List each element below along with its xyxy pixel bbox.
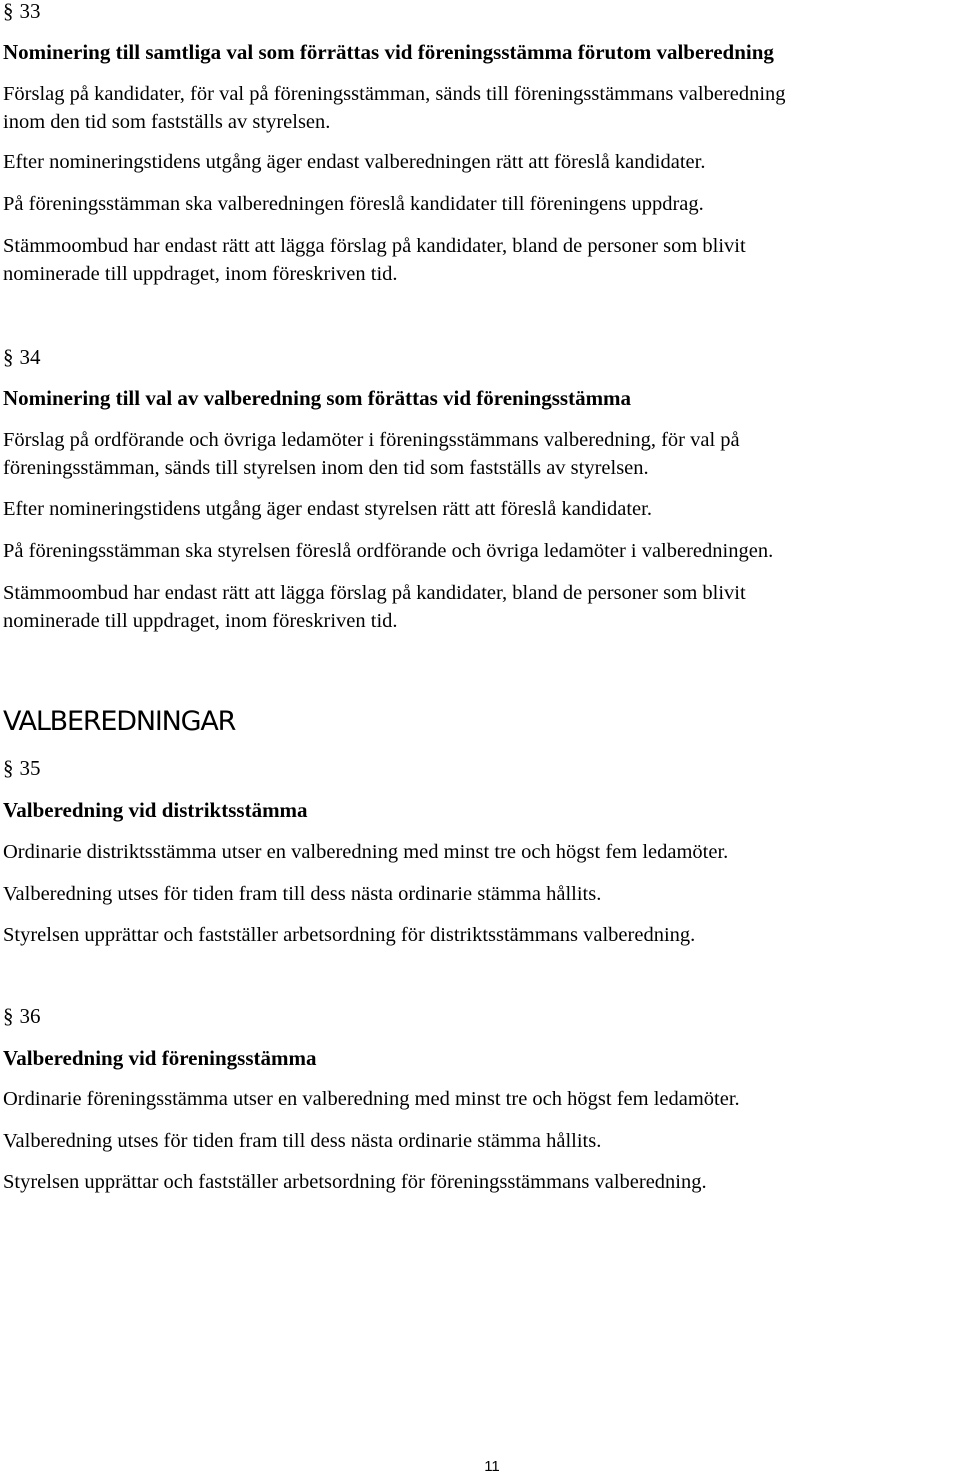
page-number: 11 bbox=[484, 1458, 500, 1475]
section-heading: Nominering till samtliga val som förrättas vid föreningsstämma förutom valberedning bbox=[3, 40, 774, 64]
paragraph bbox=[3, 1168, 707, 1196]
section-symbol: § bbox=[3, 756, 14, 780]
paragraph-line: Efter nomineringstidens utgång äger endast valberedningen rätt att föreslå kandidater. bbox=[3, 151, 706, 173]
section-number bbox=[3, 343, 41, 371]
section-heading: Valberedning vid föreningsstämma bbox=[3, 1046, 317, 1070]
paragraph bbox=[3, 190, 704, 218]
paragraph bbox=[3, 80, 786, 136]
paragraph-line: föreningsstämman, sänds till styrelsen inom den tid som fastställs av styrelsen. bbox=[3, 457, 649, 479]
paragraph-line: Efter nomineringstidens utgång äger endast styrelsen rätt att föreslå kandidater. bbox=[3, 498, 652, 520]
section-symbol: § bbox=[3, 1004, 14, 1028]
paragraph-line: På föreningsstämman ska styrelsen föreslå ordförande och övriga ledamöter i valberedningen. bbox=[3, 540, 774, 562]
paragraph-line: Ordinarie föreningsstämma utser en valberedning med minst tre och högst fem ledamöter. bbox=[3, 1088, 740, 1110]
paragraph-line: Valberedning utses för tiden fram till dess nästa ordinarie stämma hållits. bbox=[3, 1130, 602, 1152]
paragraph-line: Ordinarie distriktsstämma utser en valberedning med minst tre och högst fem ledamöter. bbox=[3, 841, 729, 863]
paragraph-line: nominerade till uppdraget, inom föreskriven tid. bbox=[3, 263, 398, 285]
section-number bbox=[3, 754, 41, 782]
paragraph bbox=[3, 921, 695, 949]
chapter-heading: VALBEREDNINGAR bbox=[3, 706, 236, 737]
paragraph-line: På föreningsstämman ska valberedningen föreslå kandidater till föreningens uppdrag. bbox=[3, 193, 704, 215]
section-number-value: 35 bbox=[19, 756, 41, 780]
paragraph bbox=[3, 880, 601, 908]
paragraph-line: Stämmoombud har endast rätt att lägga förslag på kandidater, bland de personer som blivit bbox=[3, 582, 746, 604]
paragraph-line: Stämmoombud har endast rätt att lägga förslag på kandidater, bland de personer som blivit bbox=[3, 235, 746, 257]
section-number-value: 34 bbox=[19, 345, 41, 369]
paragraph bbox=[3, 537, 773, 565]
paragraph bbox=[3, 579, 746, 635]
paragraph bbox=[3, 1085, 740, 1113]
section-number-value: 36 bbox=[19, 1004, 41, 1028]
paragraph-line: inom den tid som fastställs av styrelsen. bbox=[3, 111, 331, 133]
section-number bbox=[3, 1002, 41, 1030]
paragraph bbox=[3, 426, 740, 482]
paragraph bbox=[3, 495, 652, 523]
paragraph-line: Förslag på kandidater, för val på föreningsstämman, sänds till föreningsstämmans valberedning bbox=[3, 83, 786, 105]
paragraph bbox=[3, 148, 705, 176]
section-heading: Nominering till val av valberedning som förättas vid föreningsstämma bbox=[3, 386, 632, 410]
paragraph-line: Styrelsen upprättar och fastställer arbetsordning för föreningsstämmans valberedning. bbox=[3, 1171, 707, 1193]
section-symbol: § bbox=[3, 345, 14, 369]
paragraph bbox=[3, 232, 746, 288]
paragraph bbox=[3, 838, 728, 866]
paragraph bbox=[3, 1127, 601, 1155]
paragraph-line: Styrelsen upprättar och fastställer arbetsordning för distriktsstämmans valberedning. bbox=[3, 924, 696, 946]
paragraph-line: nominerade till uppdraget, inom föreskriven tid. bbox=[3, 610, 398, 632]
paragraph-line: Förslag på ordförande och övriga ledamöter i föreningsstämmans valberedning, för val på bbox=[3, 429, 740, 451]
section-symbol: § bbox=[3, 0, 14, 23]
paragraph-line: Valberedning utses för tiden fram till dess nästa ordinarie stämma hållits. bbox=[3, 883, 602, 905]
section-heading: Valberedning vid distriktsstämma bbox=[3, 798, 308, 822]
section-number-value: 33 bbox=[19, 0, 41, 23]
section-number bbox=[3, 0, 41, 25]
